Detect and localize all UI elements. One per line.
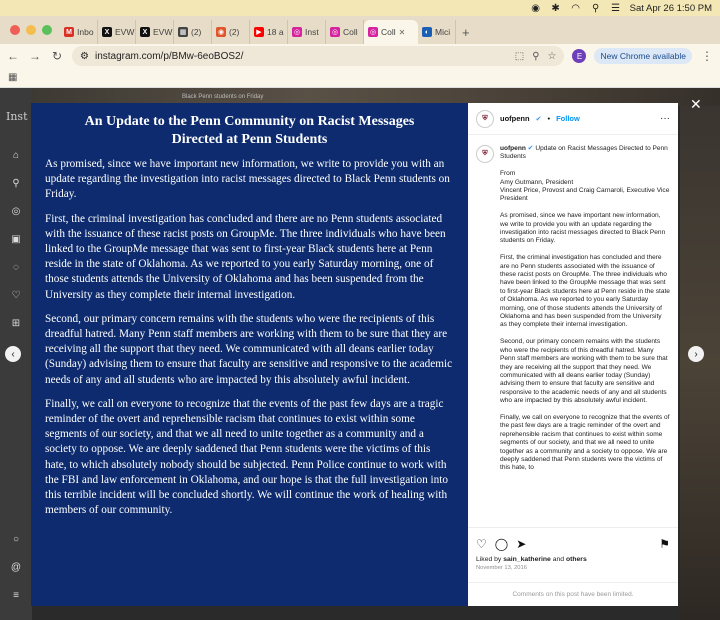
- tab-5[interactable]: [250, 20, 288, 44]
- comments-limited-notice: Comments on this post have been limited.: [468, 582, 678, 606]
- reload-icon[interactable]: ↻: [51, 49, 63, 63]
- bookmarks-bar: [0, 68, 720, 88]
- instagram-logo[interactable]: Inst: [6, 110, 28, 123]
- post-image-paragraph: Second, our primary concern remains with the students who were the recipients of this dreadful hatred. Many Penn staff members are working with them to be sure that they are receiving all the support that they need. We communicated with all deans earlier today (Sunday) advising them to ensure that faculty are sensitive and responsive to the academic needs of any and all students who are impacted by this absolutely awful incident.: [45, 312, 453, 386]
- post-header: [468, 103, 678, 135]
- browser-tab-strip: [0, 16, 720, 44]
- zoom-window-button[interactable]: [42, 25, 52, 35]
- post-caption: [468, 135, 678, 527]
- post-image-paragraph: As promised, since we have important new information, we write to provide you with an update regarding the investigation into racist messages directed to Black Penn students on Friday.: [45, 158, 450, 201]
- tab-label: Inbo: [77, 27, 94, 37]
- background-strip-text: Black Penn students on Friday: [182, 94, 264, 100]
- caption-paragraph: Finally, we call on everyone to recognize that the events of the past few days are a tragic reminder of the overt and reprehensible racism that continues to exist within some segments of our society, and that we all need to unite together as a community and a society to oppose. We are deeply saddened that Penn students were the victims of this hate, to: [500, 413, 670, 472]
- separator-dot: •: [547, 114, 551, 123]
- browser-toolbar: [0, 44, 720, 68]
- tab-favicon-icon: X: [102, 27, 112, 37]
- tab-label: EVW: [153, 27, 173, 37]
- tab-favicon-icon: ▶: [254, 27, 264, 37]
- follow-button[interactable]: Follow: [556, 114, 580, 123]
- tab-label: Inst: [305, 27, 319, 37]
- liked-by-prefix: Liked by: [476, 556, 504, 563]
- post-date[interactable]: November 13, 2016: [476, 565, 527, 571]
- tab-favicon-icon: ◎: [369, 29, 377, 36]
- play-circle-icon[interactable]: ◉: [531, 2, 540, 14]
- share-icon[interactable]: ➤: [516, 537, 527, 551]
- caption-heading: Update on Racist Messages Directed to Penn Students: [500, 145, 668, 161]
- tab-label: EVW: [115, 27, 135, 37]
- close-tab-icon[interactable]: ✕: [398, 27, 406, 37]
- previous-post-arrow-icon[interactable]: ‹: [5, 346, 21, 362]
- search-icon[interactable]: ⚲: [591, 2, 600, 14]
- like-heart-icon[interactable]: ♡: [476, 537, 487, 551]
- tab-favicon-icon: ◎: [293, 29, 301, 36]
- tab-4[interactable]: [212, 20, 250, 44]
- post-image-title: An Update to the Penn Community on Racist Messages Directed at Penn Students: [84, 114, 415, 147]
- verified-badge-icon: ✔: [527, 145, 534, 152]
- back-arrow-icon[interactable]: ←: [7, 49, 19, 63]
- post-actions: [468, 527, 678, 582]
- more-menu-icon[interactable]: ≡: [13, 590, 19, 601]
- tab-1[interactable]: [98, 20, 136, 44]
- caption-paragraph: First, the criminal investigation has concluded and there are no Penn students associated with the issuance of these racist posts on GroupMe. The three individuals who have been linked to the GroupMe message that was sent to first-year Black students here at Penn reside in the state of Oklahoma. As we reported to you early Saturday morning, one of those students attends the University of Oklahoma and has been suspended from the University as they complete their internal investigation.: [500, 254, 670, 329]
- post-image: [31, 103, 468, 606]
- liked-by-line: [476, 556, 670, 563]
- tab-favicon-icon: M: [64, 27, 74, 37]
- create-icon[interactable]: ⊞: [11, 318, 21, 329]
- tab-list: [60, 20, 456, 44]
- forward-arrow-icon[interactable]: →: [29, 49, 41, 63]
- tab-favicon-icon: ◐: [422, 27, 432, 37]
- address-bar[interactable]: [72, 46, 564, 66]
- messages-icon[interactable]: ◌: [13, 262, 19, 273]
- new-tab-button[interactable]: +: [462, 24, 470, 40]
- tab-label: 18 a: [267, 27, 284, 37]
- tab-3[interactable]: [174, 20, 212, 44]
- verified-badge-icon: ✔: [535, 115, 542, 123]
- search-icon[interactable]: ⚲: [12, 178, 20, 189]
- post-image-paragraph: First, the criminal investigation has concluded and there are no Penn students associated with the issuance of these racist posts on GroupMe. The three individuals who have been linked to the GroupMe message that was sent to first-year Black students here at Penn reside in the state of Oklahoma. As we reported to you early Saturday morning, one of those students attends the University of Oklahoma and has been suspended from the University as they complete their internal investigation.: [45, 212, 446, 301]
- post-side-panel: [468, 103, 678, 606]
- profile-avatar[interactable]: E: [572, 49, 586, 63]
- caption-avatar[interactable]: ⛨: [476, 145, 494, 163]
- zoom-icon[interactable]: ⚲: [532, 50, 540, 62]
- tab-7[interactable]: [326, 20, 364, 44]
- wifi-icon[interactable]: ◠: [571, 2, 580, 14]
- tab-6[interactable]: [288, 20, 326, 44]
- caption-paragraph: As promised, since we have important new information, we write to provide you with an update regarding the investigation into racist messages directed to Black Penn students on Friday.: [500, 212, 666, 245]
- close-window-button[interactable]: [10, 25, 20, 35]
- tab-label: (2): [191, 27, 202, 37]
- liked-by-suffix: and: [550, 556, 566, 563]
- tab-label: Mici: [435, 27, 451, 37]
- bluetooth-icon[interactable]: ✱: [551, 2, 560, 14]
- notifications-heart-icon[interactable]: ♡: [11, 290, 21, 301]
- tab-8[interactable]: [364, 20, 418, 44]
- control-center-icon[interactable]: ☰: [611, 2, 621, 14]
- meta-ai-icon[interactable]: ○: [12, 534, 20, 545]
- caption-paragraph: Second, our primary concern remains with the students who were the recipients of this dreadful hatred. Many Penn staff members are working with them to be sure that they are receiving all the support that they need. We communicated with all deans earlier today (Sunday) advising them to ensure that faculty are sensitive and responsive to the academic needs of any and all students who are impacted by this absolutely awful incident.: [500, 338, 668, 405]
- liked-by-others[interactable]: others: [565, 556, 587, 563]
- install-app-icon[interactable]: ⬚: [514, 50, 525, 62]
- tab-9[interactable]: [418, 20, 456, 44]
- new-chrome-available-button[interactable]: New Chrome available: [594, 48, 692, 64]
- tab-label: Coll: [343, 27, 358, 37]
- more-options-icon[interactable]: ···: [660, 113, 670, 124]
- save-bookmark-icon[interactable]: ⚑: [659, 537, 670, 551]
- minimize-window-button[interactable]: [26, 25, 36, 35]
- post-image-paragraph: Finally, we call on everyone to recognize that the events of the past few days are a tragic reminder of the overt and reprehensible racism that continues to exist within some segments of our society, and that we all need to unite together as a community and a society to oppose. We are deeply saddened that Penn students were the victims of this hate, to which absolutely nobody should be subjected. Penn Police continue to work with the FBI and law enforcement in Oklahoma, and our hope is that the full investigation into this terrible incident will be concluded shortly. We will continue the work of healing with members of our community.: [45, 397, 449, 517]
- macos-menubar: [0, 0, 720, 16]
- tab-label: Coll: [381, 27, 396, 37]
- tab-0[interactable]: [60, 20, 98, 44]
- liked-by-user[interactable]: sain_katherine: [503, 556, 551, 563]
- comment-icon[interactable]: ◯: [494, 537, 509, 551]
- menubar-datetime[interactable]: Sat Apr 26 1:50 PM: [629, 2, 712, 14]
- apps-grid-icon[interactable]: ▦: [8, 72, 18, 83]
- tab-label: (2): [229, 27, 240, 37]
- threads-icon[interactable]: @: [10, 562, 22, 573]
- tab-favicon-icon: ◎: [331, 29, 339, 36]
- caption-from: From Amy Gutmann, President Vincent Price, Provost and Craig Carnaroli, Executive Vice President: [500, 170, 670, 203]
- explore-icon[interactable]: ◎: [11, 206, 21, 217]
- tab-favicon-icon: ▦: [179, 29, 187, 36]
- window-controls: [6, 16, 60, 44]
- site-info-icon[interactable]: ⚙: [80, 50, 89, 62]
- background-photo-edge: [680, 106, 720, 620]
- account-username[interactable]: uofpenn: [500, 114, 530, 123]
- account-avatar[interactable]: ⛨: [476, 110, 494, 128]
- kebab-menu-icon[interactable]: ⋮: [701, 49, 713, 63]
- url-text: instagram.com/p/BMw-6eoBOS2/: [94, 50, 244, 62]
- reels-icon[interactable]: ▣: [11, 234, 21, 245]
- next-post-arrow-icon[interactable]: ›: [688, 346, 704, 362]
- close-modal-icon[interactable]: ✕: [690, 96, 702, 112]
- tab-favicon-icon: ◉: [217, 29, 225, 36]
- tab-favicon-icon: X: [140, 27, 150, 37]
- bookmark-star-icon[interactable]: ☆: [547, 50, 557, 62]
- caption-username[interactable]: uofpenn: [500, 145, 526, 152]
- tab-2[interactable]: [136, 20, 174, 44]
- home-icon[interactable]: ⌂: [12, 150, 20, 161]
